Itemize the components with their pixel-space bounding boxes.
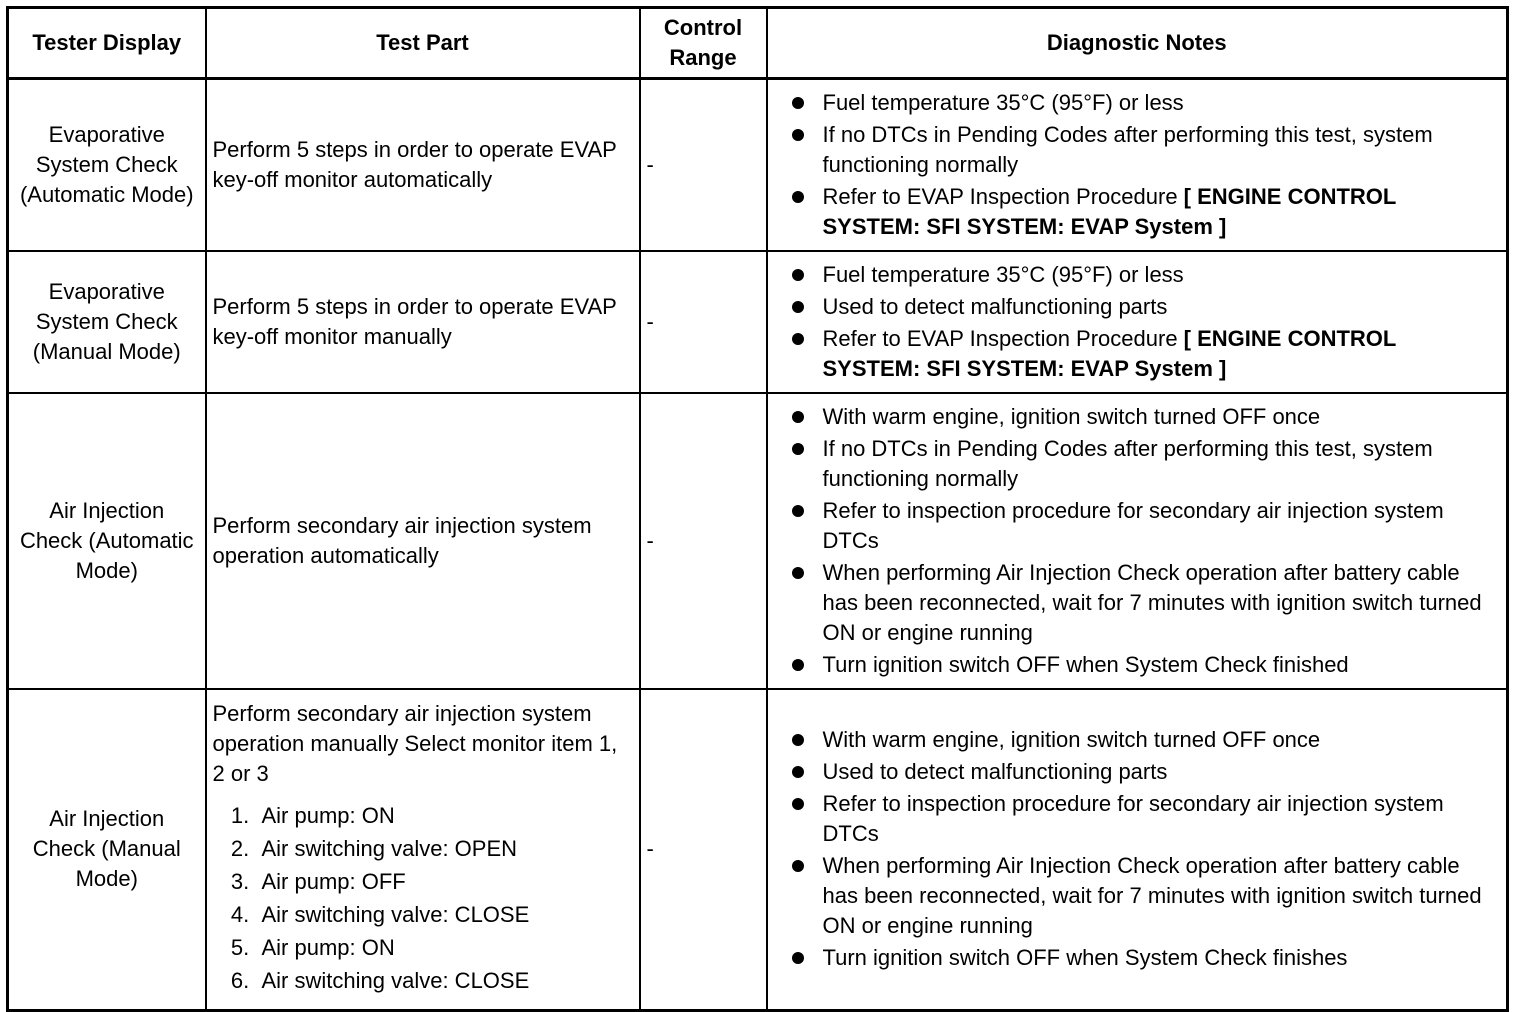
step-number: 6. <box>230 968 262 994</box>
list-item: Refer to inspection procedure for secondary air injection system DTCs <box>790 496 1499 556</box>
list-item: When performing Air Injection Check operation after battery cable has been reconnected, wait for 7 minutes with ignition switch turned ON or engine running <box>790 851 1499 941</box>
notes-list <box>790 260 1499 384</box>
test-part-cell: Perform 5 steps in order to operate EVAP key-off monitor automatically <box>206 79 640 252</box>
list-item: Fuel temperature 35°C (95°F) or less <box>790 88 1499 118</box>
list-item: Refer to inspection procedure for secondary air injection system DTCs <box>790 789 1499 849</box>
list-item: If no DTCs in Pending Codes after performing this test, system functioning normally <box>790 120 1499 180</box>
bullet-icon <box>792 411 804 423</box>
bullet-icon <box>792 191 804 203</box>
test-part-cell: Perform 5 steps in order to operate EVAP key-off monitor manually <box>206 251 640 393</box>
bullet-icon <box>792 952 804 964</box>
reference-link-text: [ ENGINE CONTROL SYSTEM: SFI SYSTEM: EVAP System ] <box>822 184 1396 239</box>
list-item: Turn ignition switch OFF when System Check finishes <box>790 943 1499 973</box>
test-part-text: Perform secondary air injection system operation manually Select monitor item 1, 2 or 3 <box>212 701 618 787</box>
list-item: If no DTCs in Pending Codes after performing this test, system functioning normally <box>790 434 1499 494</box>
bullet-icon <box>792 659 804 671</box>
list-item: With warm engine, ignition switch turned OFF once <box>790 725 1499 755</box>
bullet-icon <box>792 505 804 517</box>
list-item: 4. Air switching valve: CLOSE <box>213 900 633 930</box>
list-item: 3. Air pump: OFF <box>213 867 633 897</box>
list-item: Refer to EVAP Inspection Procedure [ ENGINE CONTROL SYSTEM: SFI SYSTEM: EVAP System ] <box>790 324 1499 384</box>
header-row <box>8 8 1508 79</box>
control-range-cell: - <box>640 79 767 252</box>
diagnostic-notes-cell <box>767 393 1508 689</box>
tester-display-cell: Evaporative System Check (Manual Mode) <box>8 251 206 393</box>
notes-list <box>790 88 1499 242</box>
list-item: Used to detect malfunctioning parts <box>790 757 1499 787</box>
list-item: Refer to EVAP Inspection Procedure [ ENGINE CONTROL SYSTEM: SFI SYSTEM: EVAP System ] <box>790 182 1499 242</box>
header-diagnostic-notes: Diagnostic Notes <box>767 8 1508 79</box>
bullet-icon <box>792 129 804 141</box>
step-number: 2. <box>230 836 262 862</box>
control-range-cell: - <box>640 393 767 689</box>
list-item: 6. Air switching valve: CLOSE <box>213 966 633 996</box>
diagnostic-notes-cell <box>767 689 1508 1010</box>
list-item: 2. Air switching valve: OPEN <box>213 834 633 864</box>
header-control-range <box>640 8 767 79</box>
bullet-icon <box>792 269 804 281</box>
list-item: Turn ignition switch OFF when System Check finished <box>790 650 1499 680</box>
bullet-icon <box>792 798 804 810</box>
tester-display-cell: Air Injection Check (Automatic Mode) <box>8 393 206 689</box>
diagnostic-notes-cell <box>767 79 1508 252</box>
control-range-cell: - <box>640 251 767 393</box>
header-control-range-label: Control Range <box>663 15 743 70</box>
step-number: 5. <box>230 935 262 961</box>
bullet-icon <box>792 734 804 746</box>
header-test-part: Test Part <box>206 8 640 79</box>
diagnostic-notes-cell <box>767 251 1508 393</box>
notes-list <box>790 402 1499 680</box>
control-range-cell: - <box>640 689 767 1010</box>
list-item: 5. Air pump: ON <box>213 933 633 963</box>
bullet-icon <box>792 301 804 313</box>
diagnostic-table <box>6 6 1509 1012</box>
tester-display-cell: Evaporative System Check (Automatic Mode) <box>8 79 206 252</box>
list-item: Used to detect malfunctioning parts <box>790 292 1499 322</box>
list-item: When performing Air Injection Check operation after battery cable has been reconnected, wait for 7 minutes with ignition switch turned ON or engine running <box>790 558 1499 648</box>
step-number: 1. <box>230 803 262 829</box>
test-part-cell: Perform secondary air injection system operation automatically <box>206 393 640 689</box>
bullet-icon <box>792 443 804 455</box>
table-row <box>8 393 1508 689</box>
tester-display-cell: Air Injection Check (Manual Mode) <box>8 689 206 1010</box>
step-number: 4. <box>230 902 262 928</box>
test-part-cell <box>206 689 640 1010</box>
table-row <box>8 689 1508 1010</box>
notes-list <box>790 725 1499 973</box>
bullet-icon <box>792 860 804 872</box>
step-number: 3. <box>230 869 262 895</box>
steps-list <box>213 801 633 996</box>
reference-link-text: [ ENGINE CONTROL SYSTEM: SFI SYSTEM: EVAP System ] <box>822 326 1396 381</box>
bullet-icon <box>792 766 804 778</box>
list-item: With warm engine, ignition switch turned OFF once <box>790 402 1499 432</box>
bullet-icon <box>792 333 804 345</box>
list-item: 1. Air pump: ON <box>213 801 633 831</box>
table-row <box>8 79 1508 252</box>
bullet-icon <box>792 97 804 109</box>
list-item: Fuel temperature 35°C (95°F) or less <box>790 260 1499 290</box>
bullet-icon <box>792 567 804 579</box>
table-row <box>8 251 1508 393</box>
header-tester-display: Tester Display <box>8 8 206 79</box>
